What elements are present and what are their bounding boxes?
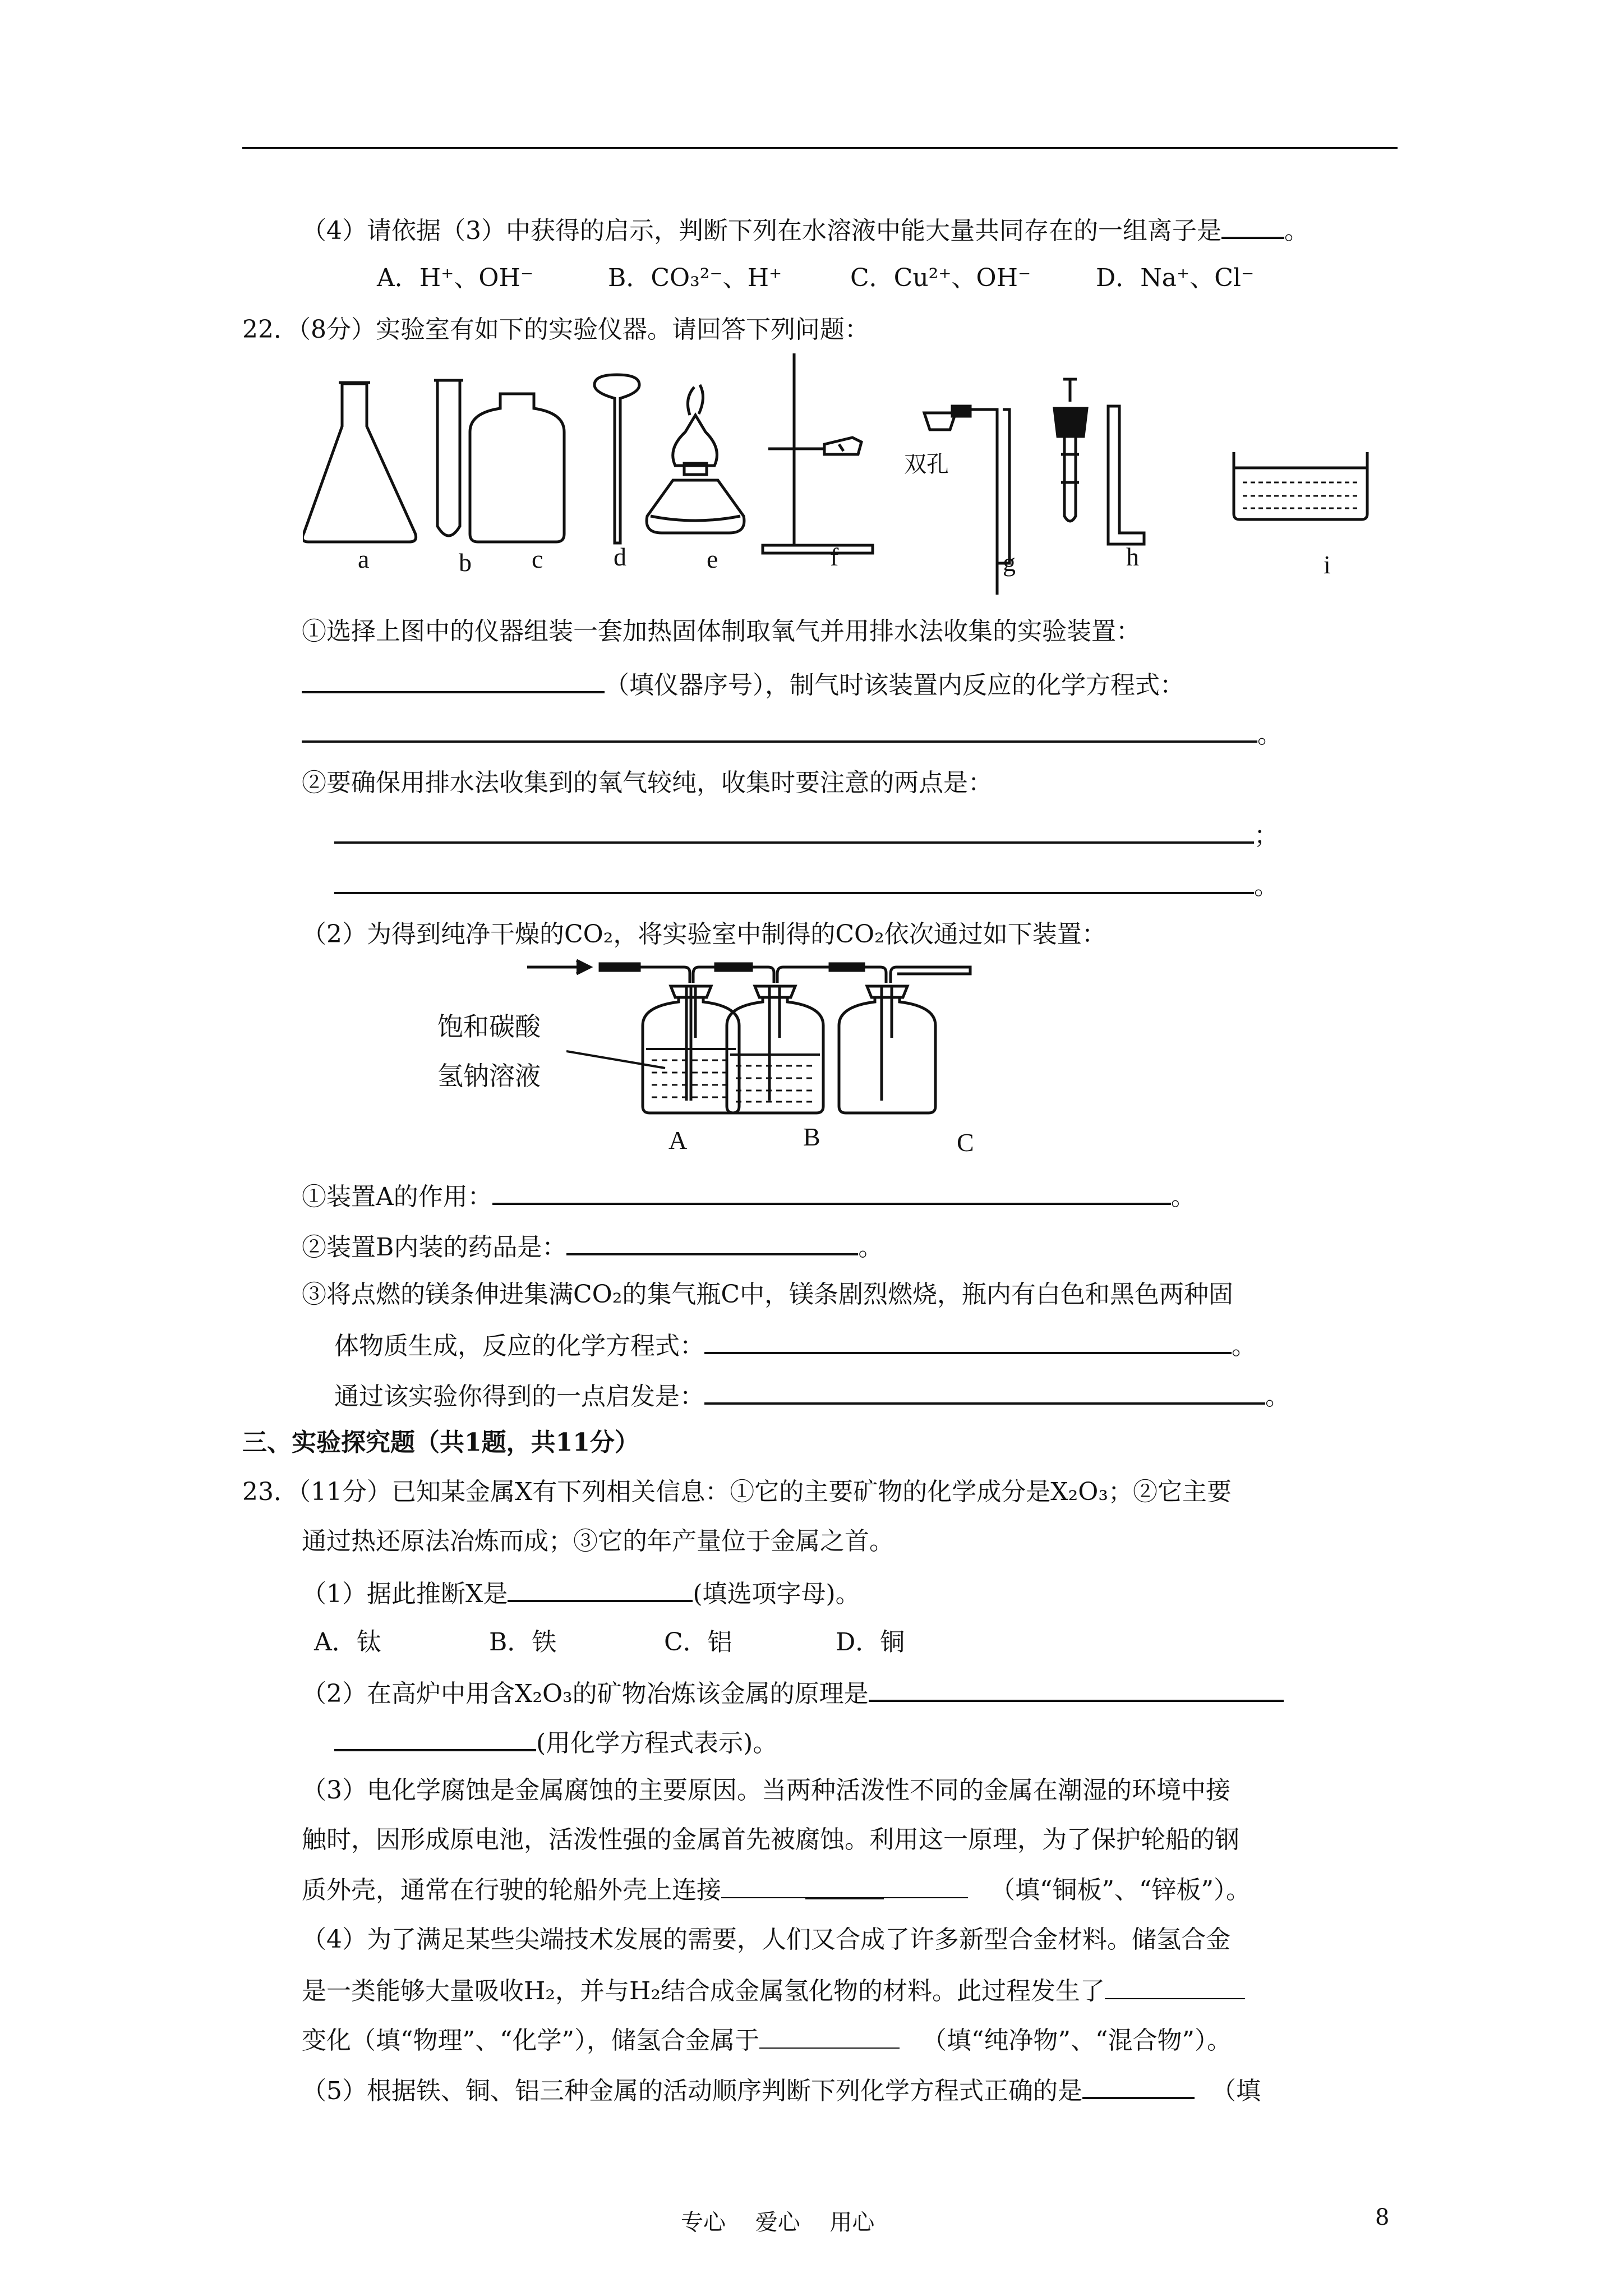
header-rule [242,147,1398,149]
answer-blank[interactable] [704,1378,1265,1405]
wash-bottles-figure [527,954,1054,1122]
answer-blank[interactable] [334,1724,536,1751]
stopper-bent-tube-icon [1054,379,1144,544]
section3-title: 三、实验探究题（共1题，共11分） [242,1428,639,1457]
answer-blank[interactable] [334,867,1254,894]
footer-motto: 专心 爱心 用心 [681,2210,875,2235]
bottle-label-c: C [957,1128,974,1157]
q22-sub2-line3: 。 [334,867,1279,903]
answer-blank[interactable] [759,2023,900,2049]
answer-blank[interactable] [1105,1973,1245,1999]
bottle-note-line1: 饱和碳酸 [437,1011,541,1042]
bottle-note-line2: 氢钠溶液 [437,1061,541,1091]
label-g: g [1003,548,1016,577]
answer-blank[interactable] [302,666,605,693]
q23-option-b: B．铁 [489,1628,557,1657]
q23-p2-line1: （2）在高炉中用含X₂O₃的矿物冶炼该金属的原理是 [302,1675,1284,1711]
gas-bottle-icon [470,394,564,542]
q23-p2-line2: (用化学方程式表示)。 [334,1724,777,1760]
q23-p3-line3: 质外壳，通常在行驶的轮船外壳上连接 （填“铜板”、“锌板”）。 [302,1872,1251,1907]
q22-sub2-line1: ②要确保用排水法收集到的氧气较纯，收集时要注意的两点是： [302,769,993,797]
answer-blank[interactable] [566,1228,858,1255]
test-tube-icon [434,380,463,536]
label-b: b [459,548,472,577]
q23-p4-line1: （4）为了满足某些尖端技术发展的需要，人们又合成了许多新型合金材料。储氢合金 [302,1925,1230,1954]
q22-part2-text: （2）为得到纯净干燥的CO₂，将实验室中制得的CO₂依次通过如下装置： [302,920,1106,949]
q22-sub1-line1: ①选择上图中的仪器组装一套加热固体制取氧气并用排水法收集的实验装置： [302,617,1141,646]
double-hole-note: 双孔 [904,452,949,477]
q21-option-c: C．Cu²⁺、OH⁻ [850,264,1031,292]
q22-header: 22．（8分）实验室有如下的实验仪器。请回答下列问题： [242,315,869,344]
label-e: e [707,545,718,573]
q22-sub2-line2: ； [334,817,1279,853]
bottle-label-b: B [803,1122,820,1151]
page-number: 8 [1375,2205,1390,2230]
answer-blank[interactable] [508,1575,693,1602]
answer-blank[interactable] [1082,2072,1195,2099]
q21-part4: （4）请依据（3）中获得的启示，判断下列在水溶液中能大量共同存在的一组离子是 。 [302,212,1309,248]
answer-blank[interactable] [1221,212,1284,239]
answer-blank[interactable] [302,716,1257,743]
q23-line2: 通过热还原法冶炼而成；③它的年产量位于金属之首。 [302,1527,894,1556]
q21-option-a: A．H⁺、OH⁻ [377,264,534,292]
q23-p4-line3: 变化（填“物理”、“化学”），储氢合金属于 （填“纯净物”、“混合物”）。 [302,2023,1232,2058]
conical-flask-icon [303,383,416,542]
bottle-note-pointer [566,1043,667,1077]
q22-p2-q2: ②装置B内装的药品是： 。 [302,1228,883,1264]
q21-option-d: D．Na⁺、Cl⁻ [1096,264,1255,292]
q23-line1: 23．（11分）已知某金属X有下列相关信息：①它的主要矿物的化学成分是X₂O₃；②它主要 [242,1478,1232,1506]
label-i: i [1324,550,1331,579]
q21-option-b: B．CO₃²⁻、H⁺ [608,264,782,292]
funnel-icon [594,375,639,543]
answer-blank[interactable] [704,1327,1232,1354]
bottle-label-a: A [668,1126,688,1154]
answer-blank[interactable] [334,817,1254,844]
water-trough-icon [1234,452,1367,519]
iron-stand-icon [763,353,873,553]
q21-part4-text: （4）请依据（3）中获得的启示，判断下列在水溶液中能大量共同存在的一组离子是 [302,217,1221,245]
q22-p2-q1: ①装置A的作用： 。 [302,1178,1196,1214]
q23-option-c: C．铝 [664,1628,732,1657]
answer-blank[interactable] [492,1178,1171,1205]
q23-p5-line1: （5）根据铁、铜、铝三种金属的活动顺序判断下列化学方程式正确的是 （填 [302,2072,1261,2108]
label-c: c [532,545,543,573]
q22-p2-q3-line1: ③将点燃的镁条伸进集满CO₂的集气瓶C中，镁条剧烈燃烧，瓶内有白色和黑色两种固 [302,1280,1234,1309]
answer-blank[interactable] [869,1675,1284,1702]
q23-p1: （1）据此推断X是 (填选项字母)。 [302,1575,860,1611]
stopper-tube-icon [924,406,1009,595]
q23-p4-line2: 是一类能够大量吸收H₂，并与H₂结合成金属氢化物的材料。此过程发生了 [302,1973,1245,2008]
q23-option-a: A．钛 [314,1628,381,1657]
q22-sub1-line3: 。 [302,716,1282,752]
q22-sub1-line2: （填仪器序号），制气时该装置内反应的化学方程式： [302,666,1184,702]
label-f: f [830,542,839,571]
label-d: d [614,542,626,571]
label-a: a [358,545,370,573]
q23-option-d: D．铜 [836,1628,905,1657]
q23-p3-line2: 触时，因形成原电池，活泼性强的金属首先被腐蚀。利用这一原理，为了保护轮船的钢 [302,1825,1239,1854]
answer-blank[interactable] [721,1872,968,1898]
q22-p2-q4: 通过该实验你得到的一点启发是： 。 [334,1378,1290,1414]
label-h: h [1126,542,1139,571]
q22-p2-q3-line2: 体物质生成，反应的化学方程式： 。 [334,1327,1256,1363]
alcohol-lamp-icon [647,385,744,533]
q23-p3-line1: （3）电化学腐蚀是金属腐蚀的主要原因。当两种活泼性不同的金属在潮湿的环境中接 [302,1776,1230,1805]
